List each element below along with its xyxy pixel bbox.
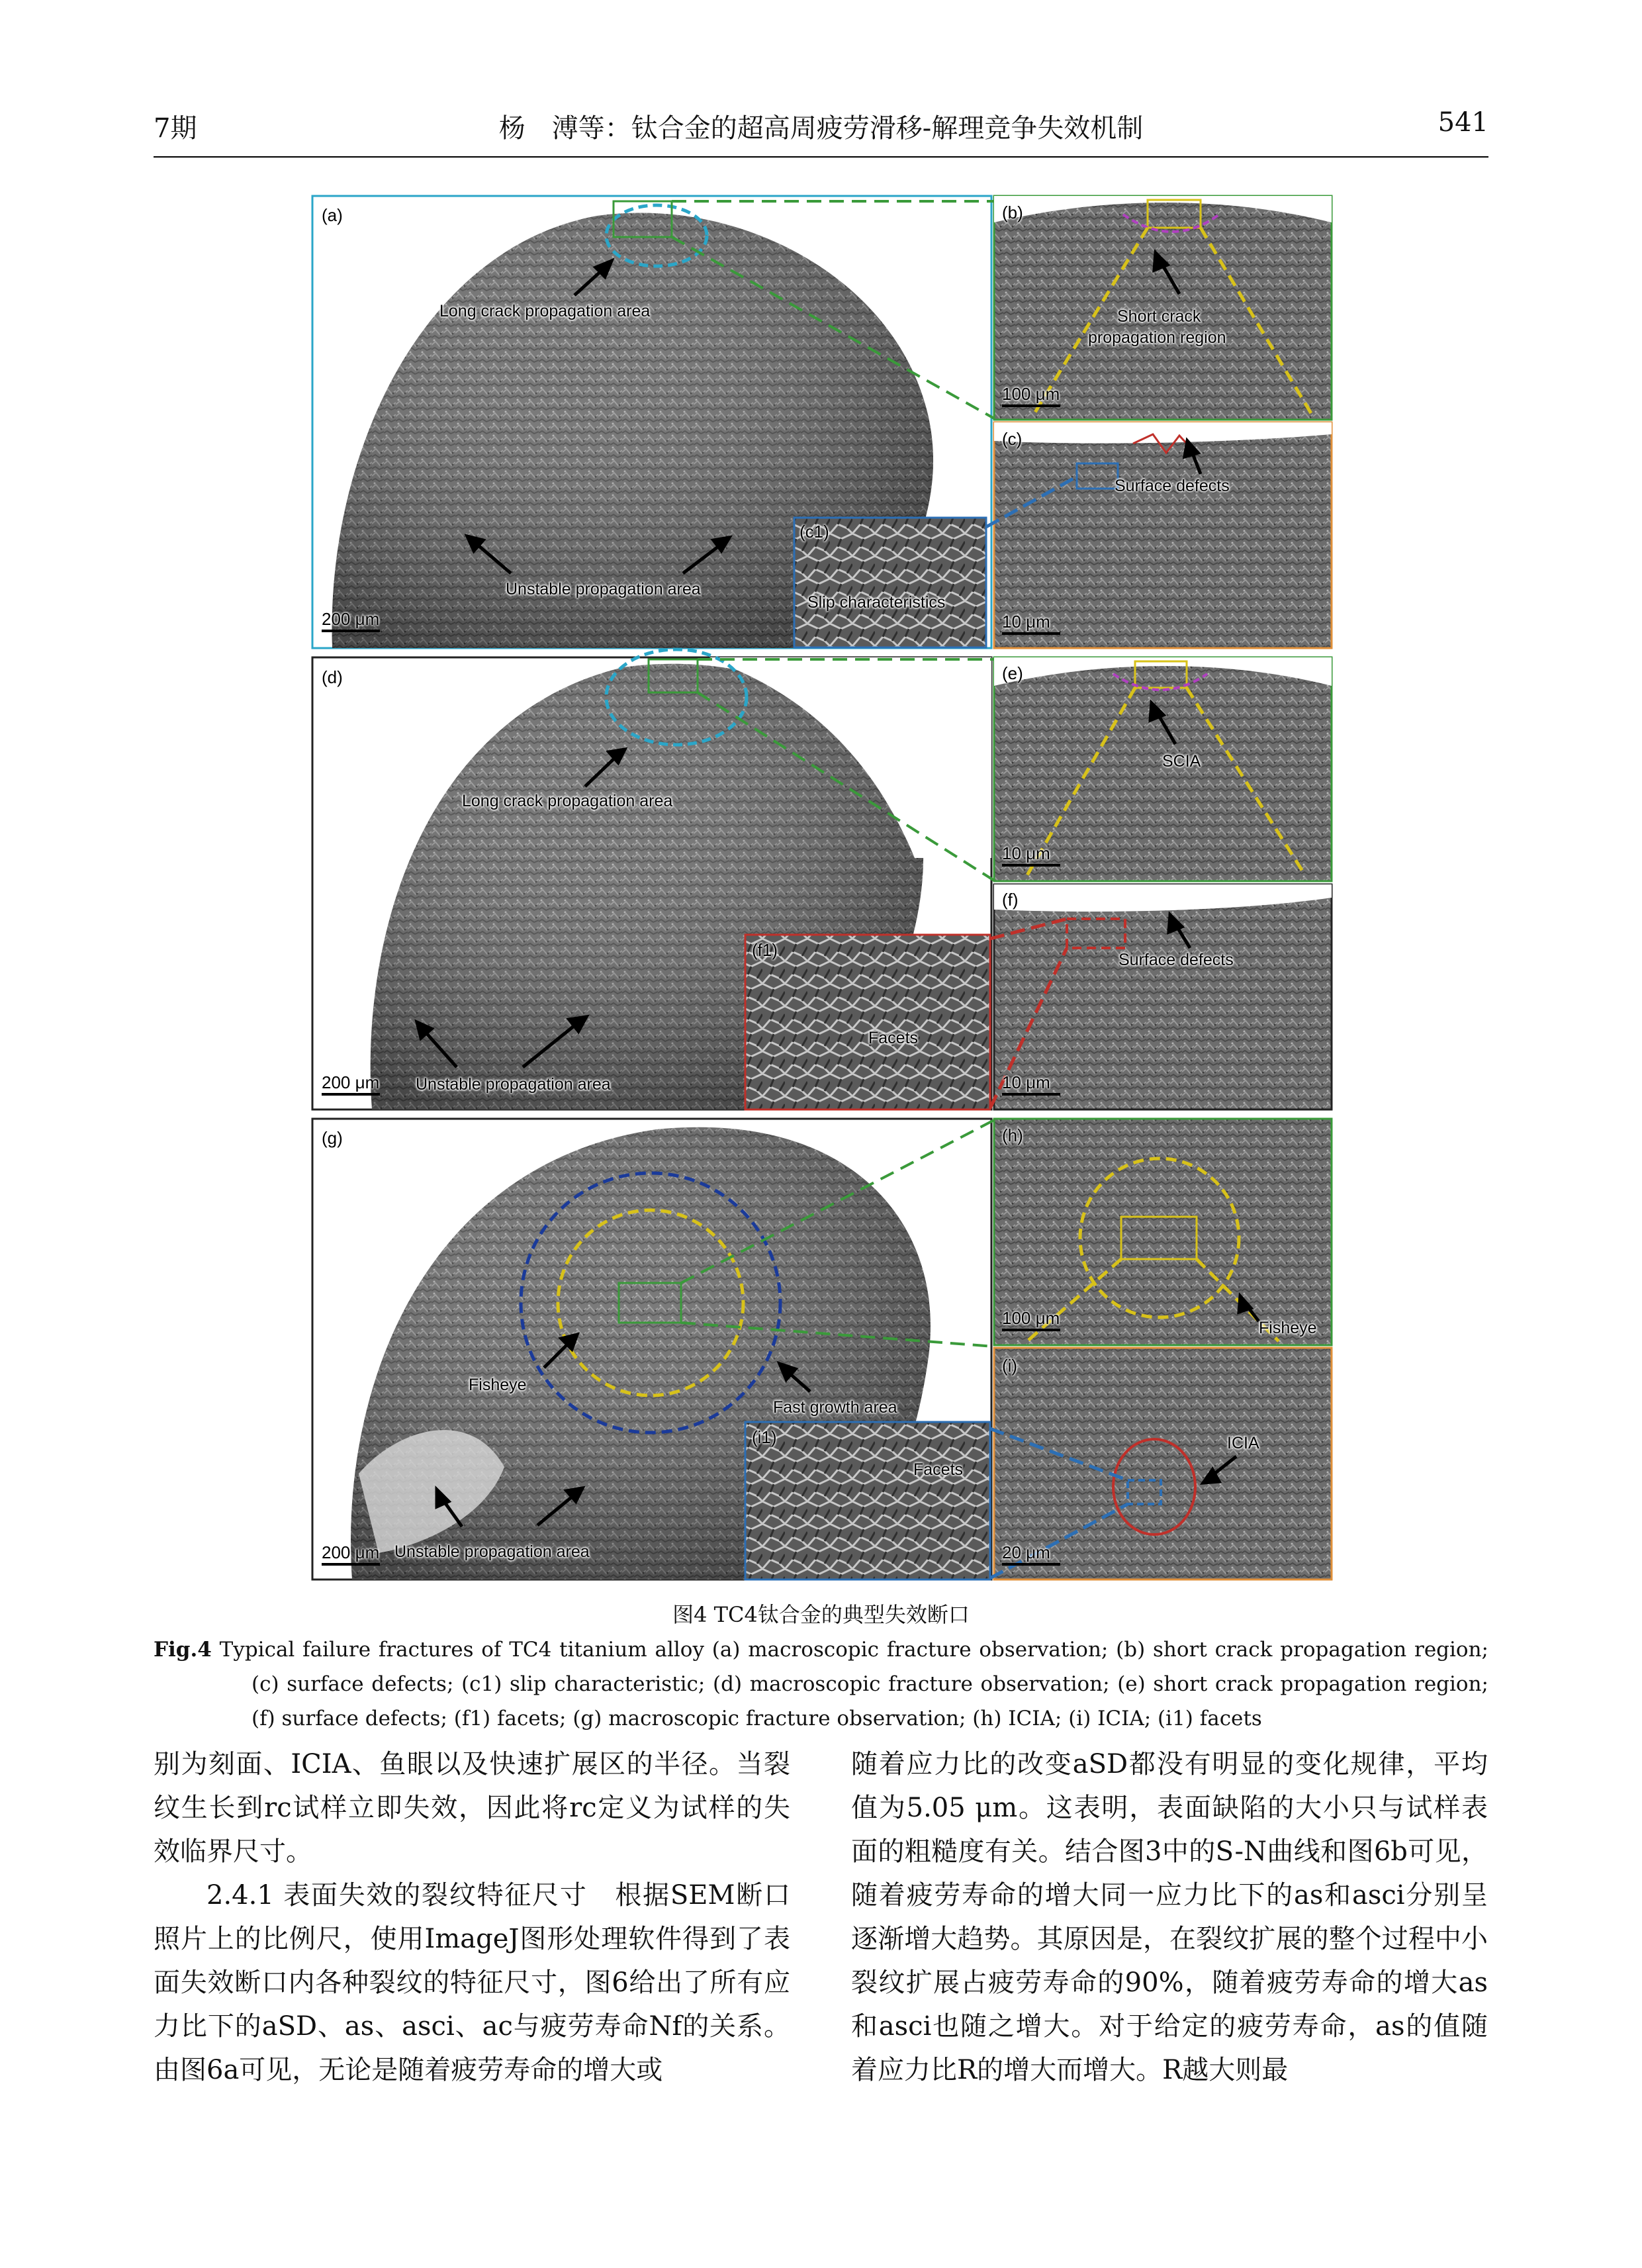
panel-i-scale-bar <box>1002 1542 1060 1566</box>
panel-f-scale-bar <box>1002 1072 1060 1096</box>
panel-i1-label: (i1) <box>752 1427 777 1447</box>
panel-a-scale-text: 200 μm <box>322 609 380 629</box>
panel-i-icia-label: ICIA <box>1227 1434 1259 1452</box>
panel-g-unstable-label: Unstable propagation area <box>394 1542 590 1561</box>
panel-b-label: (b) <box>1002 203 1023 222</box>
panel-f-surface-defects-label: Surface defects <box>1118 951 1234 969</box>
panel-b-scale-bar <box>1002 384 1060 407</box>
panel-h-label: (h) <box>1002 1125 1023 1145</box>
panel-d-scale-text: 200 μm <box>322 1072 380 1092</box>
figure-4 <box>312 196 1332 1580</box>
panel-f-scale-text: 10 μm <box>1002 1072 1050 1092</box>
panel-h-scale-bar <box>1002 1308 1060 1331</box>
panel-a-label: (a) <box>322 205 343 225</box>
panel-d-unstable-label: Unstable propagation area <box>416 1075 611 1094</box>
body-column-right <box>851 1742 1488 2092</box>
panel-c-scale-text: 10 μm <box>1002 612 1050 632</box>
panel-g-fast-growth-label: Fast growth area <box>773 1398 897 1417</box>
panel-c-scale-bar <box>1002 612 1060 635</box>
panel-g-label: (g) <box>322 1128 343 1148</box>
panel-d-label: (d) <box>322 667 343 687</box>
figure-caption-en-text: Typical failure fractures of TC4 titanium alloy (a) macroscopic fracture observation; (b) short crack propagation region; (c) surface defects; (c1) slip characteristic; (d) macroscopic fracture observation; (e) short crack propagation region; (f) surface defects; (f1) facets; (g) macroscopic fracture observation; (h) ICIA; (i) ICIA; (i1) facets <box>211 1638 1488 1730</box>
figure-caption-en <box>154 1632 1488 1736</box>
panel-e-scale-bar <box>1002 843 1060 867</box>
panel-g-fisheye-label: Fisheye <box>469 1376 527 1394</box>
panel-d-long-crack-label: Long crack propagation area <box>462 792 673 810</box>
panel-i1-frame <box>745 1422 990 1580</box>
section-2-4-1-paragraph: 2.4.1 表面失效的裂纹特征尺寸 根据SEM断口照片上的比例尺，使用ImageJ图形处理软件得到了表面失效断口内各种裂纹的特征尺寸，图6给出了所有应力比下的aSD、as、asci、ac与疲劳寿命Nf的关系。由图6a可见，无论是随着疲劳寿命的增大或 <box>154 1880 790 2085</box>
panel-f1-facets-label: Facets <box>868 1029 919 1047</box>
panel-h-fisheye-label: Fisheye <box>1259 1319 1317 1337</box>
page-number: 541 <box>1437 107 1488 138</box>
panel-h-scale-text: 100 μm <box>1002 1308 1060 1328</box>
panel-e-scale-text: 10 μm <box>1002 843 1050 863</box>
panel-c-label: (c) <box>1002 429 1023 449</box>
header-rule <box>154 156 1488 158</box>
figure-connectors <box>312 196 1332 1580</box>
panel-e-scia-label: SCIA <box>1162 752 1201 771</box>
running-head <box>154 107 1488 154</box>
panel-f-label: (f) <box>1002 890 1019 910</box>
panel-i1-facets-label: Facets <box>913 1460 964 1479</box>
panel-i-label: (i) <box>1002 1356 1018 1376</box>
panel-d-scale-bar <box>322 1072 380 1096</box>
body-column-left <box>154 1742 790 2092</box>
panel-b-propagation-label: propagation region <box>1088 328 1226 347</box>
panel-b-scale-text: 100 μm <box>1002 384 1060 404</box>
panel-a-scale-bar <box>322 609 380 632</box>
panel-g-scale-bar <box>322 1542 380 1566</box>
panel-c1-label: (c1) <box>799 522 829 542</box>
figure-caption-en-label: Fig.4 <box>154 1638 212 1662</box>
panel-a-unstable-label: Unstable propagation area <box>506 580 701 598</box>
running-title: 杨 溥等：钛合金的超高周疲劳滑移-解理竞争失效机制 <box>498 113 1144 144</box>
panel-c-surface-defects-label: Surface defects <box>1115 477 1230 495</box>
panel-g-scale-text: 200 μm <box>322 1542 380 1562</box>
panel-a-long-crack-label: Long crack propagation area <box>439 302 651 320</box>
body-paragraph: 随着应力比的改变aSD都没有明显的变化规律，平均值为5.05 μm。这表明，表面缺陷的大小只与试样表面的粗糙度有关。结合图3中的S-N曲线和图6b可见，随着疲劳寿命的增大同一应力比下的as和asci分别呈逐渐增大趋势。其原因是，在裂纹扩展的整个过程中小裂纹扩展占疲劳寿命的90%，随着疲劳寿命的增大as和asci也随之增大。对于给定的疲劳寿命，as的值随着应力比R的增大而增大。R越大则最 <box>851 1749 1488 2085</box>
panel-e-label: (e) <box>1002 663 1023 683</box>
panel-f1-label: (f1) <box>752 940 778 960</box>
panel-i-scale-text: 20 μm <box>1002 1542 1050 1562</box>
issue-number: 7期 <box>154 113 197 144</box>
body-paragraph: 别为刻面、ICIA、鱼眼以及快速扩展区的半径。当裂纹生长到rc试样立即失效，因此将rc定义为试样的失效临界尺寸。 <box>154 1749 790 1867</box>
panel-f1-frame <box>745 935 990 1110</box>
figure-caption-cn: 图4 TC4钛合金的典型失效断口 <box>672 1602 970 1627</box>
panel-c1-slip-label: Slip characteristics <box>807 593 946 612</box>
panel-b-short-crack-label: Short crack <box>1117 307 1201 326</box>
